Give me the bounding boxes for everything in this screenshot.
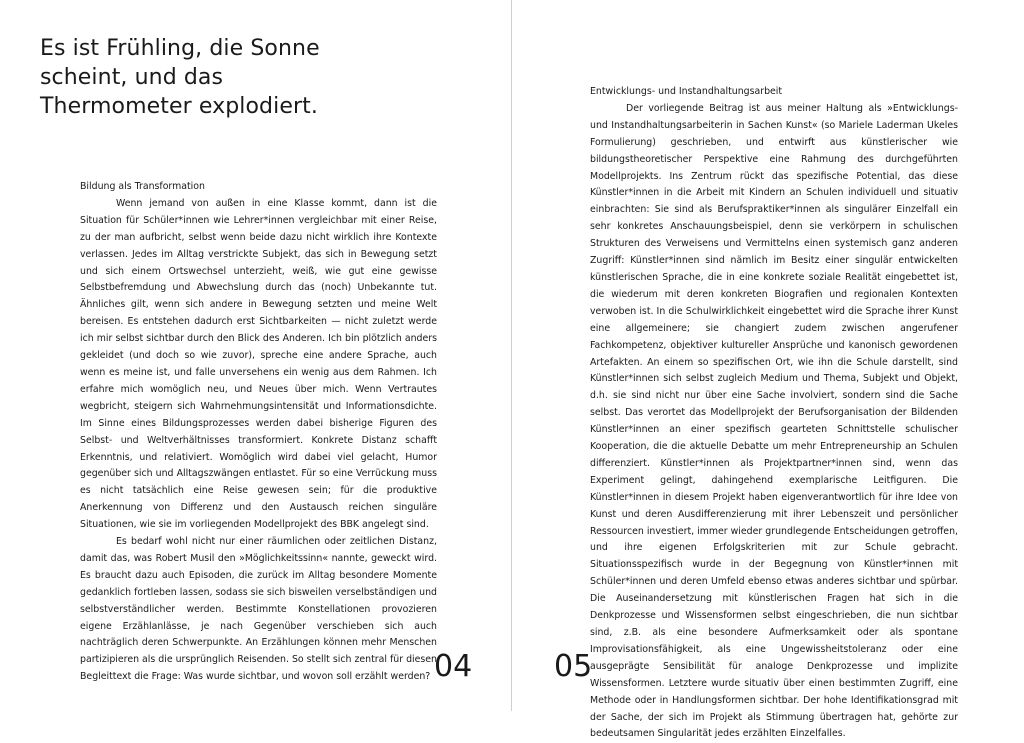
left-page: [0, 0, 511, 711]
body-paragraph: Der vorliegende Beitrag ist aus meiner Haltung als »Entwicklungs- und Instandhaltungsarbeiterin in Sachen Kunst« (so Mariele Laderman Ukeles Formulierung) geschrieben, und entwirft aus künstlerischer wie bildungstheoretischer Perspektive eine Rahmung des durchgeführten Modellprojekts. Ins Zentrum rückt das spezifische Potential, das diese Künstler*innen in die Arbeit mit Kindern an Schulen individuell und situativ einbrachten: Sie sind als Berufspraktiker*innen als singulärer Einzelfall ein sehr konkretes Anschauungsbeispiel, denn sie verkörpern in schulischen Strukturen des Verweisens und Vermittelns einen systemisch ganz anderen Zugriff: Künstler*innen sind nämlich im Besitz einer singulär entwickelten künstlerischen Sprache, die in eine konkrete soziale Realität eingebettet ist, die wiederum mit deren konkreten Biografien und regionalen Kontexten verwoben ist. In die Schulwirklichkeit eingebettet wird die Sprache ihrer Kunst eine allgemeinere; sie changiert zudem zwischen angerufener Fachkompetenz, objektiver kultureller Ansprüche und kanonisch gewordenen Artefakten. An einem so spezifischen Ort, wie ihn die Schule darstellt, sind Künstler*innen sich selbst zugleich Medium und Thema, Subjekt und Objekt, d.h. sie sind nicht nur über eine Sache involviert, sondern sind die Sache selbst. Das verortet das Modellprojekt der Berufsorganisation der Bildenden Künstler*innen an einer spezifisch gearteten Schnittstelle schulischer Kooperation, die die aktuelle Debatte um mehr Entrepreneurship an Schulen differenziert. Künstler*innen als Projektpartner*innen sind, wenn das Experiment gelingt, dahingehend exemplarische Leitfiguren. Die Künstler*innen in diesem Projekt haben eigenverantwortlich für ihre Idee von Kunst und deren Ausdifferenzierung mit ihrer Lebenszeit und persönlicher Ressourcen investiert, immer wieder grundlegende Entscheidungen getroffen, und ihre eigenen Erfolgskriterien mit zur Schule gebracht. Situationsspezifisch wurde in der Begegnung von Künstler*innen mit Schüler*innen und deren Umfeld ebenso etwas anderes sichtbar und spürbar. Die Auseinandersetzung mit künstlerischen Fragen hat sich in die Denkprozesse und Wissensformen selbst eingeschrieben, die nun sichtbar sind, z.B. als eine besondere Aufmerksamkeit oder als spontane Improvisationsfähigkeit, als eine Ungewissheitstoleranz oder eine ausgeprägte Sensibilität für analoge Denkprozesse und implizite Wissensformen. Letztere wurde situativ über einen bestimmten Zugriff, eine Methode oder in Handlungsformen sichtbar. Der hohe Identifikationsgrad mit der Sache, der sich im Projekt als Stimmung übertragen hat, gehörte zur bedeutsamen Singularität jedes erzählten Einzelfalles.: [590, 102, 958, 740]
left-text-block: [80, 179, 437, 686]
body-paragraph: Es bedarf wohl nicht nur einer räumlichen oder zeitlichen Distanz, damit das, was Robert Musil den »Möglichkeitssinn« nannte, geweckt wird. Es braucht dazu auch Episoden, die zurück im Alltag besondere Momente gedanklich fortleben lassen, sodass sie sich bisweilen verselbständigen und selbstverständlicher werden. Bestimmte Konstellationen provozieren eigene Erzählanlässe, je nach Gegenüber verschieben sich auch nachträglich deren Schwerpunkte. An Erzählungen können mehr Menschen partizipieren als die ursprünglich Reisenden. So stellt sich zentral für diesen Begleittext die Frage: Was wurde sichtbar, und wovon soll erzählt werden?: [80, 536, 437, 683]
section-heading-entwicklung: Entwicklungs- und Instandhaltungsarbeit: [590, 86, 783, 97]
right-page: [512, 0, 1024, 740]
section-heading-bildung: Bildung als Transformation: [80, 181, 205, 192]
body-paragraph: Wenn jemand von außen in eine Klasse kommt, dann ist die Situation für Schüler*innen wie Lehrer*innen vergleichbar mit einer Reise, zu der man aufbricht, selbst wenn beide dazu nicht wirklich ihre Kontexte verlassen. Jedes im Alltag verstrickte Subjekt, das sich in Bewegung setzt und sich einem Ortswechsel unterzieht, weiß, wie gut eine gewisse Selbstbefremdung und Abwechslung durch das (noch) Unbekannte tut. Ähnliches gilt, wenn sich andere in Bewegung setzten und meine Welt bereisen. Es entstehen dadurch erst Sichtbarkeiten — nicht zuletzt werde ich mir selbst sichtbar durch den Blick des Anderen. Ich bin plötzlich anders gekleidet (und doch so wie zuvor), spreche eine andere Sprache, auch wenn es meine ist, und falle unversehens ein wenig aus dem Rahmen. Ich erfahre mich womöglich neu, und Neues über mich. Wenn Vertrautes wegbricht, steigern sich Wahrnehmungsintensität und Informationsdichte. Im Sinne eines Bildungsprozesses werden dabei bisherige Figuren des Selbst- und Weltverhältnisses transformiert. Konkrete Distanz schafft Erkenntnis, und relativiert. Womöglich wird dabei viel gelacht, Humor gegenüber sich und Alltagszwängen entlastet. Für so eine Verrückung muss es nicht tatsächlich eine Reise gewesen sein; für die produktive Anerkennung von Differenz und den Austausch reichen singuläre Situationen, wie sie im vorliegenden Modellprojekt des BBK angelegt sind.: [80, 197, 437, 531]
page-headline: Es ist Frühling, die Sonne scheint, und das Thermometer explodiert.: [40, 36, 320, 119]
right-text-block: [590, 84, 958, 743]
page-number-left: 04: [434, 649, 473, 684]
page-number-right: 05: [554, 649, 593, 684]
